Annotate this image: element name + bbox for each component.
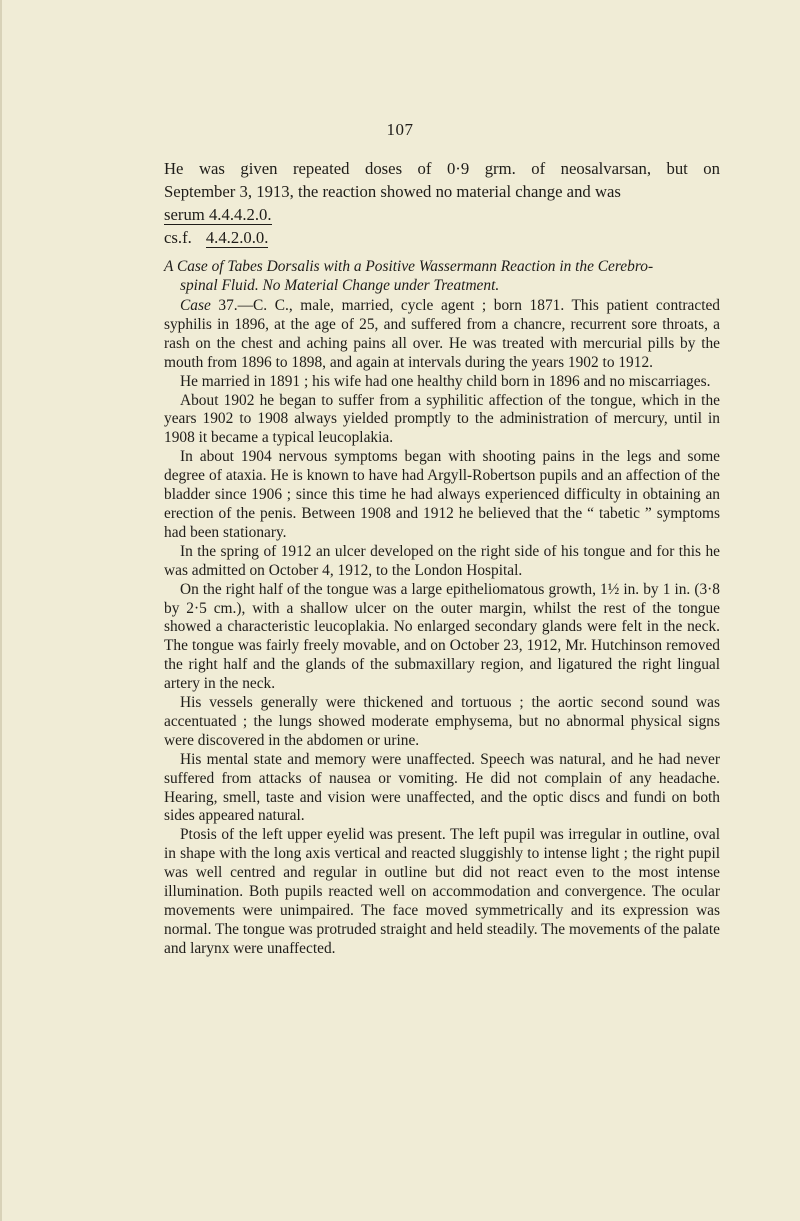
- case-label: Case: [180, 297, 211, 314]
- paragraph-ptosis: Ptosis of the left upper eyelid was present. The left pupil was irregular in outline, oval in shape with the long axis vertical and reacted sluggishly to intense light ; the right pupil was well centred and regular in outline but did not react even to the most intense illumination. Both pupils reacted well on accommodation and convergence. The ocular movements were unimpaired. The face moved symmetrically and its expression was normal. The tongue was protruded straight and held steadily. The movements of the palate and larynx were unaffected.: [164, 826, 720, 957]
- lead-line-2: September 3, 1913, the reaction showed no material change and was: [164, 182, 621, 201]
- csf-result: [164, 226, 720, 249]
- case-paragraph-text: 37.—C. C., male, married, cycle agent ; born 1871. This patient contracted syphilis in 1896, at the age of 25, and suffered from a chancre, recurrent sore throats, a rash on the chest and aching pains all over. He was treated with mercurial pills by the mouth from 1896 to 1898, and again at intervals during the years 1902 to 1912.: [164, 297, 720, 371]
- case-title-line-2: spinal Fluid. No Material Change under Treatment.: [180, 277, 500, 294]
- paragraph-mental-state: His mental state and memory were unaffected. Speech was natural, and he had never suffered from attacks of nausea or vomiting. He did not complain of any headache. Hearing, smell, taste and vision were unaffected, and the optic discs and fundi on both sides appeared natural.: [164, 750, 720, 825]
- case-title-line-1: A Case of Tabes Dorsalis with a Positive Wassermann Reaction in the Cerebro-: [164, 258, 654, 275]
- csf-value: 4.4.2.0.0.: [205, 228, 269, 247]
- paragraph-tongue-affection: About 1902 he began to suffer from a syphilitic affection of the tongue, which in the years 1902 to 1908 always yielded promptly to the administration of mercury, until in 1908 it became a typical leucoplakia.: [164, 391, 720, 447]
- paragraph-ulcer: In the spring of 1912 an ulcer developed on the right side of his tongue and for this he was admitted on October 4, 1912, to the London Hospital.: [164, 542, 720, 579]
- serum-value: serum 4.4.4.2.0.: [164, 205, 272, 224]
- lead-line-1: He was given repeated doses of 0·9 grm. of neosalvarsan, but on: [164, 159, 720, 178]
- paragraph-vessels: His vessels generally were thickened and tortuous ; the aortic second sound was accentuated ; the lungs showed moderate emphysema, but no abnormal physical signs were discovered in the abdomen or urine.: [164, 694, 720, 749]
- serum-result: [164, 203, 720, 226]
- page-number: 107: [386, 120, 414, 139]
- case-paragraph: [164, 297, 720, 373]
- lead-paragraph: [164, 157, 720, 203]
- page-content: [164, 157, 720, 959]
- case-title: [164, 257, 720, 295]
- csf-label: cs.f.: [164, 228, 192, 247]
- paragraph-growth: On the right half of the tongue was a large epitheliomatous growth, 1½ in. by 1 in. (3·8 by 2·5 cm.), with a shallow ulcer on the outer margin, whilst the rest of the tongue showed a characteristic leucoplakia. No enlarged secondary glands were felt in the neck. The tongue was fairly freely movable, and on October 23, 1912, Mr. Hutchinson removed the right half and the glands of the submaxillary region, and ligatured the right lingual artery in the neck.: [164, 580, 720, 693]
- paragraph-marriage: He married in 1891 ; his wife had one healthy child born in 1896 and no miscarriages.: [180, 372, 711, 390]
- paragraph-nervous-symptoms: In about 1904 nervous symptoms began with shooting pains in the legs and some degree of ataxia. He is known to have had Argyll-Robertson pupils and an affection of the bladder since 1906 ; since this time he had always experienced difficulty in obtaining an erection of the penis. Between 1908 and 1912 he believed that the “ tabetic ” symptoms had been stationary.: [164, 448, 720, 541]
